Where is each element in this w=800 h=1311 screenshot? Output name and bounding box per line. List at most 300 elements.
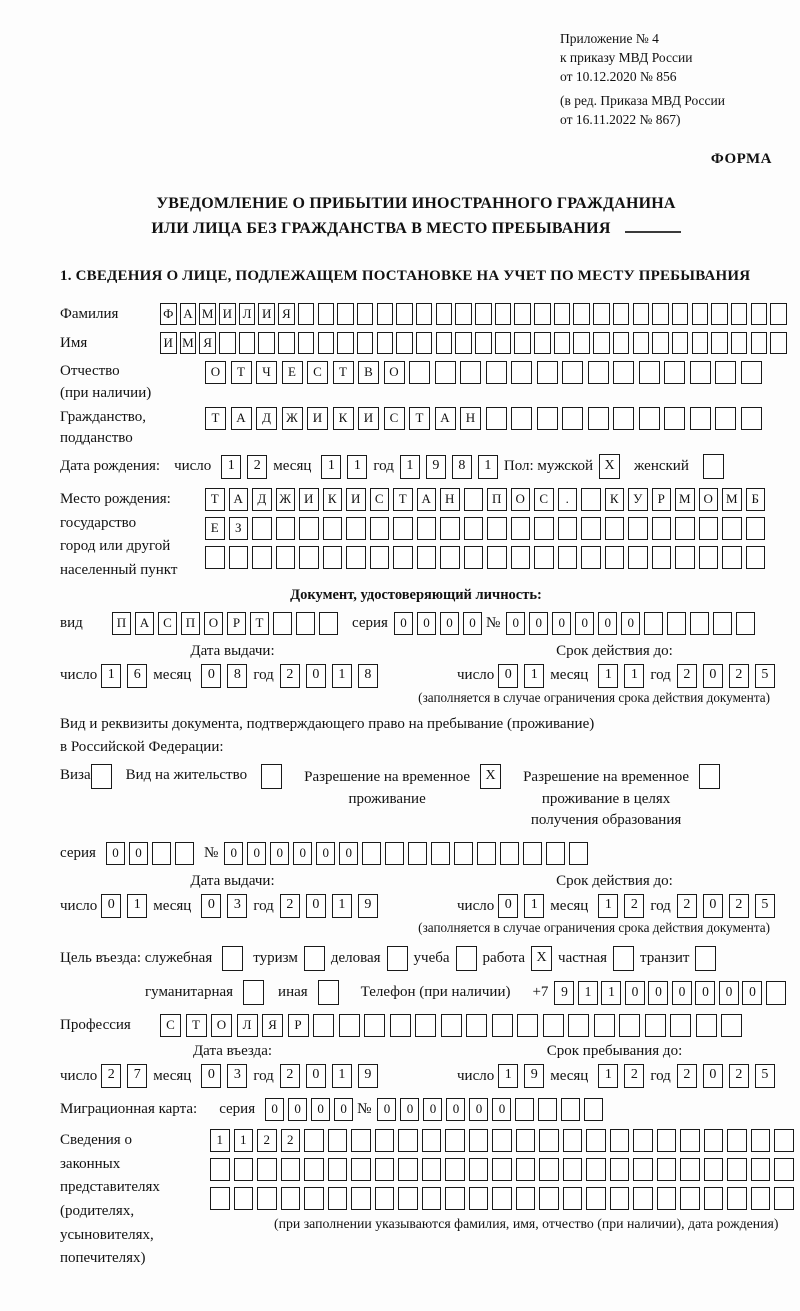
char-cell[interactable] [435,361,456,384]
char-cell[interactable]: 2 [729,1064,749,1088]
char-cell[interactable] [257,1158,277,1181]
char-cell[interactable] [234,1187,254,1210]
char-cell[interactable] [469,1158,489,1181]
char-cell[interactable] [704,1158,724,1181]
char-cell[interactable]: 3 [227,894,247,918]
char-cell[interactable]: 5 [755,1064,775,1088]
char-cell[interactable]: Т [231,361,252,384]
char-cell[interactable] [219,332,236,354]
char-cell[interactable]: 5 [755,664,775,688]
char-cell[interactable] [731,332,748,354]
char-cell[interactable]: 0 [247,842,266,865]
char-cell[interactable] [774,1129,794,1152]
char-cell[interactable] [746,546,766,569]
char-cell[interactable]: И [346,488,366,511]
char-cell[interactable]: Т [205,488,225,511]
char-cell[interactable]: Е [205,517,225,540]
char-cell[interactable] [319,612,338,635]
char-cell[interactable] [613,407,634,430]
char-cell[interactable]: 1 [400,455,420,479]
char-cell[interactable]: 2 [624,894,644,918]
char-cell[interactable] [210,1187,230,1210]
char-cell[interactable] [675,546,695,569]
char-cell[interactable] [486,361,507,384]
char-cell[interactable]: Ж [276,488,296,511]
char-cell[interactable] [299,517,319,540]
char-cell[interactable]: 5 [755,894,775,918]
char-cell[interactable] [304,1158,324,1181]
char-cell[interactable] [273,612,292,635]
char-cell[interactable]: 2 [247,455,267,479]
char-cell[interactable]: 9 [358,894,378,918]
char-cell[interactable]: М [199,303,216,325]
char-cell[interactable]: Р [288,1014,309,1037]
char-cell[interactable]: Т [205,407,226,430]
char-cell[interactable] [680,1129,700,1152]
char-cell[interactable] [370,546,390,569]
char-cell[interactable] [351,1158,371,1181]
char-cell[interactable]: 2 [729,894,749,918]
char-cell[interactable]: 0 [400,1098,419,1121]
char-cell[interactable] [318,303,335,325]
char-cell[interactable] [562,361,583,384]
char-cell[interactable] [415,1014,436,1037]
char-cell[interactable] [339,1014,360,1037]
char-cell[interactable] [396,303,413,325]
char-cell[interactable] [751,1158,771,1181]
char-cell[interactable]: 8 [452,455,472,479]
char-cell[interactable]: 2 [677,894,697,918]
char-cell[interactable]: А [135,612,154,635]
char-cell[interactable] [516,1158,536,1181]
char-cell[interactable] [422,1187,442,1210]
char-cell[interactable] [751,1129,771,1152]
char-cell[interactable]: 1 [601,981,621,1005]
char-cell[interactable] [351,1129,371,1152]
char-cell[interactable] [278,332,295,354]
char-cell[interactable] [722,546,742,569]
char-cell[interactable]: Т [409,407,430,430]
char-cell[interactable]: 0 [306,1064,326,1088]
char-cell[interactable]: 9 [358,1064,378,1088]
char-cell[interactable]: 0 [625,981,645,1005]
char-cell[interactable] [610,1158,630,1181]
char-cell[interactable]: 0 [101,894,121,918]
char-cell[interactable] [323,517,343,540]
char-cell[interactable] [337,332,354,354]
char-cell[interactable] [652,546,672,569]
char-cell[interactable] [692,332,709,354]
char-cell[interactable]: 1 [221,455,241,479]
char-cell[interactable] [390,1014,411,1037]
char-cell[interactable]: 1 [524,894,544,918]
char-cell[interactable] [751,303,768,325]
char-cell[interactable]: 2 [101,1064,121,1088]
char-cell[interactable]: 2 [677,1064,697,1088]
char-cell[interactable]: 1 [332,1064,352,1088]
char-cell[interactable] [417,517,437,540]
char-cell[interactable]: 0 [469,1098,488,1121]
char-cell[interactable] [375,1158,395,1181]
char-cell[interactable] [313,1014,334,1037]
char-cell[interactable] [346,517,366,540]
char-cell[interactable] [398,1158,418,1181]
char-cell[interactable]: 0 [201,894,221,918]
char-cell[interactable] [534,303,551,325]
char-cell[interactable] [460,361,481,384]
char-cell[interactable]: 0 [106,842,125,865]
char-cell[interactable]: 1 [127,894,147,918]
char-cell[interactable]: 0 [498,664,518,688]
char-cell[interactable] [323,546,343,569]
char-cell[interactable] [296,612,315,635]
char-cell[interactable]: С [307,361,328,384]
char-cell[interactable]: 8 [358,664,378,688]
char-cell[interactable]: 0 [339,842,358,865]
char-cell[interactable]: З [229,517,249,540]
char-cell[interactable]: М [675,488,695,511]
char-cell[interactable] [711,303,728,325]
char-cell[interactable]: 2 [280,894,300,918]
char-cell[interactable] [628,517,648,540]
char-cell[interactable]: А [229,488,249,511]
char-cell[interactable] [774,1158,794,1181]
char-cell[interactable] [561,1098,580,1121]
char-cell[interactable]: 0 [575,612,594,635]
char-cell[interactable] [464,517,484,540]
char-cell[interactable] [573,332,590,354]
char-cell[interactable] [477,842,496,865]
char-cell[interactable] [469,1187,489,1210]
char-cell[interactable] [722,517,742,540]
char-cell[interactable]: М [180,332,197,354]
char-cell[interactable] [558,517,578,540]
char-cell[interactable]: 0 [288,1098,307,1121]
char-cell[interactable]: 1 [332,664,352,688]
char-cell[interactable] [422,1129,442,1152]
char-cell[interactable] [370,517,390,540]
char-cell[interactable]: 0 [417,612,436,635]
char-cell[interactable] [377,303,394,325]
char-cell[interactable] [398,1187,418,1210]
char-cell[interactable]: А [435,407,456,430]
char-cell[interactable]: О [699,488,719,511]
char-cell[interactable] [741,361,762,384]
char-cell[interactable]: М [722,488,742,511]
char-cell[interactable] [727,1129,747,1152]
char-cell[interactable]: 0 [463,612,482,635]
char-cell[interactable]: П [487,488,507,511]
char-cell[interactable]: 8 [227,664,247,688]
char-cell[interactable] [569,842,588,865]
char-cell[interactable]: 1 [578,981,598,1005]
char-cell[interactable]: 0 [672,981,692,1005]
char-cell[interactable] [727,1187,747,1210]
char-cell[interactable] [751,1187,771,1210]
char-cell[interactable] [543,1014,564,1037]
char-cell[interactable] [455,332,472,354]
char-cell[interactable] [633,1129,653,1152]
char-cell[interactable]: 2 [281,1129,301,1152]
char-cell[interactable]: О [211,1014,232,1037]
char-cell[interactable]: 0 [201,664,221,688]
char-cell[interactable] [613,332,630,354]
purpose-tourism-checkbox[interactable] [304,946,325,971]
char-cell[interactable] [751,332,768,354]
char-cell[interactable] [721,1014,742,1037]
char-cell[interactable] [711,332,728,354]
char-cell[interactable] [346,546,366,569]
char-cell[interactable] [534,517,554,540]
char-cell[interactable] [731,303,748,325]
char-cell[interactable] [581,488,601,511]
char-cell[interactable]: 1 [234,1129,254,1152]
char-cell[interactable] [445,1187,465,1210]
char-cell[interactable]: 0 [440,612,459,635]
char-cell[interactable] [539,1158,559,1181]
char-cell[interactable] [581,546,601,569]
char-cell[interactable] [492,1187,512,1210]
char-cell[interactable] [657,1129,677,1152]
char-cell[interactable] [258,332,275,354]
char-cell[interactable] [670,1014,691,1037]
sex-male-checkbox[interactable]: X [599,454,620,479]
char-cell[interactable] [562,407,583,430]
char-cell[interactable] [633,1187,653,1210]
char-cell[interactable]: И [307,407,328,430]
char-cell[interactable] [516,1187,536,1210]
char-cell[interactable] [690,361,711,384]
char-cell[interactable] [633,303,650,325]
char-cell[interactable] [440,546,460,569]
char-cell[interactable] [523,842,542,865]
char-cell[interactable] [563,1187,583,1210]
char-cell[interactable] [514,332,531,354]
char-cell[interactable] [328,1129,348,1152]
char-cell[interactable]: 1 [478,455,498,479]
char-cell[interactable] [351,1187,371,1210]
char-cell[interactable]: С [370,488,390,511]
char-cell[interactable]: Я [278,303,295,325]
char-cell[interactable] [704,1187,724,1210]
char-cell[interactable] [511,361,532,384]
char-cell[interactable] [229,546,249,569]
char-cell[interactable] [299,546,319,569]
temp-residence-edu-checkbox[interactable] [699,764,720,789]
char-cell[interactable]: П [181,612,200,635]
char-cell[interactable] [475,303,492,325]
char-cell[interactable] [486,407,507,430]
char-cell[interactable]: 9 [426,455,446,479]
char-cell[interactable] [511,407,532,430]
char-cell[interactable] [675,517,695,540]
char-cell[interactable]: И [160,332,177,354]
char-cell[interactable]: 0 [552,612,571,635]
char-cell[interactable] [699,546,719,569]
char-cell[interactable]: А [417,488,437,511]
char-cell[interactable] [546,842,565,865]
char-cell[interactable] [594,1014,615,1037]
char-cell[interactable] [588,361,609,384]
char-cell[interactable] [517,1014,538,1037]
char-cell[interactable] [357,303,374,325]
char-cell[interactable] [652,303,669,325]
char-cell[interactable] [588,407,609,430]
char-cell[interactable]: 0 [703,1064,723,1088]
char-cell[interactable] [337,303,354,325]
char-cell[interactable] [619,1014,640,1037]
char-cell[interactable] [692,303,709,325]
char-cell[interactable] [276,546,296,569]
char-cell[interactable]: Л [237,1014,258,1037]
char-cell[interactable] [672,303,689,325]
char-cell[interactable]: 1 [210,1129,230,1152]
char-cell[interactable]: Н [440,488,460,511]
char-cell[interactable]: К [605,488,625,511]
char-cell[interactable] [736,612,755,635]
char-cell[interactable] [563,1158,583,1181]
char-cell[interactable] [464,546,484,569]
char-cell[interactable]: Р [227,612,246,635]
char-cell[interactable] [495,303,512,325]
char-cell[interactable] [514,303,531,325]
char-cell[interactable] [175,842,194,865]
char-cell[interactable] [715,407,736,430]
char-cell[interactable]: 9 [524,1064,544,1088]
char-cell[interactable] [537,407,558,430]
char-cell[interactable] [252,517,272,540]
char-cell[interactable] [704,1129,724,1152]
char-cell[interactable] [558,546,578,569]
char-cell[interactable]: 0 [224,842,243,865]
char-cell[interactable] [455,303,472,325]
char-cell[interactable]: Т [186,1014,207,1037]
purpose-work-checkbox[interactable]: X [531,946,552,971]
purpose-study-checkbox[interactable] [456,946,477,971]
char-cell[interactable] [454,842,473,865]
char-cell[interactable] [593,303,610,325]
char-cell[interactable] [690,612,709,635]
char-cell[interactable] [276,517,296,540]
char-cell[interactable]: 0 [201,1064,221,1088]
char-cell[interactable] [416,332,433,354]
char-cell[interactable]: 2 [257,1129,277,1152]
char-cell[interactable]: Т [333,361,354,384]
purpose-other-checkbox[interactable] [318,980,339,1005]
char-cell[interactable] [766,981,786,1005]
purpose-humanitarian-checkbox[interactable] [243,980,264,1005]
char-cell[interactable]: Д [252,488,272,511]
char-cell[interactable] [770,332,787,354]
char-cell[interactable]: 1 [624,664,644,688]
char-cell[interactable] [422,1158,442,1181]
char-cell[interactable]: 0 [306,664,326,688]
char-cell[interactable] [500,842,519,865]
char-cell[interactable] [304,1129,324,1152]
char-cell[interactable] [357,332,374,354]
char-cell[interactable] [466,1014,487,1037]
char-cell[interactable]: . [558,488,578,511]
char-cell[interactable] [393,546,413,569]
char-cell[interactable]: Ф [160,303,177,325]
char-cell[interactable]: 0 [394,612,413,635]
char-cell[interactable]: 0 [598,612,617,635]
char-cell[interactable] [516,1129,536,1152]
char-cell[interactable]: 0 [719,981,739,1005]
char-cell[interactable]: 2 [624,1064,644,1088]
char-cell[interactable] [613,303,630,325]
char-cell[interactable] [298,332,315,354]
char-cell[interactable]: 0 [506,612,525,635]
char-cell[interactable]: С [384,407,405,430]
char-cell[interactable]: 0 [129,842,148,865]
char-cell[interactable] [699,517,719,540]
char-cell[interactable]: 0 [621,612,640,635]
char-cell[interactable] [298,303,315,325]
char-cell[interactable] [492,1014,513,1037]
char-cell[interactable] [539,1129,559,1152]
char-cell[interactable] [445,1129,465,1152]
char-cell[interactable] [573,303,590,325]
char-cell[interactable] [652,332,669,354]
char-cell[interactable] [375,1187,395,1210]
char-cell[interactable]: В [358,361,379,384]
char-cell[interactable]: Ч [256,361,277,384]
char-cell[interactable]: О [205,361,226,384]
char-cell[interactable]: 1 [598,894,618,918]
purpose-transit-checkbox[interactable] [695,946,716,971]
char-cell[interactable]: 0 [311,1098,330,1121]
char-cell[interactable] [239,332,256,354]
char-cell[interactable] [492,1158,512,1181]
sex-female-checkbox[interactable] [703,454,724,479]
char-cell[interactable] [713,612,732,635]
char-cell[interactable]: 6 [127,664,147,688]
char-cell[interactable] [364,1014,385,1037]
char-cell[interactable]: 1 [524,664,544,688]
char-cell[interactable] [281,1158,301,1181]
char-cell[interactable]: 0 [316,842,335,865]
temp-residence-checkbox[interactable]: X [480,764,501,789]
char-cell[interactable] [645,1014,666,1037]
char-cell[interactable] [610,1129,630,1152]
char-cell[interactable] [464,488,484,511]
char-cell[interactable] [568,1014,589,1037]
char-cell[interactable]: 2 [677,664,697,688]
char-cell[interactable]: 0 [334,1098,353,1121]
char-cell[interactable] [534,332,551,354]
char-cell[interactable]: С [160,1014,181,1037]
char-cell[interactable] [408,842,427,865]
char-cell[interactable]: 0 [703,894,723,918]
char-cell[interactable] [639,407,660,430]
purpose-business-checkbox[interactable] [387,946,408,971]
char-cell[interactable]: Б [746,488,766,511]
char-cell[interactable] [469,1129,489,1152]
char-cell[interactable]: Н [460,407,481,430]
char-cell[interactable]: Л [239,303,256,325]
char-cell[interactable]: 1 [598,1064,618,1088]
char-cell[interactable]: 0 [270,842,289,865]
char-cell[interactable]: 0 [306,894,326,918]
char-cell[interactable] [205,546,225,569]
char-cell[interactable]: 0 [742,981,762,1005]
char-cell[interactable] [746,517,766,540]
char-cell[interactable] [445,1158,465,1181]
char-cell[interactable] [252,546,272,569]
char-cell[interactable] [605,517,625,540]
char-cell[interactable] [537,361,558,384]
